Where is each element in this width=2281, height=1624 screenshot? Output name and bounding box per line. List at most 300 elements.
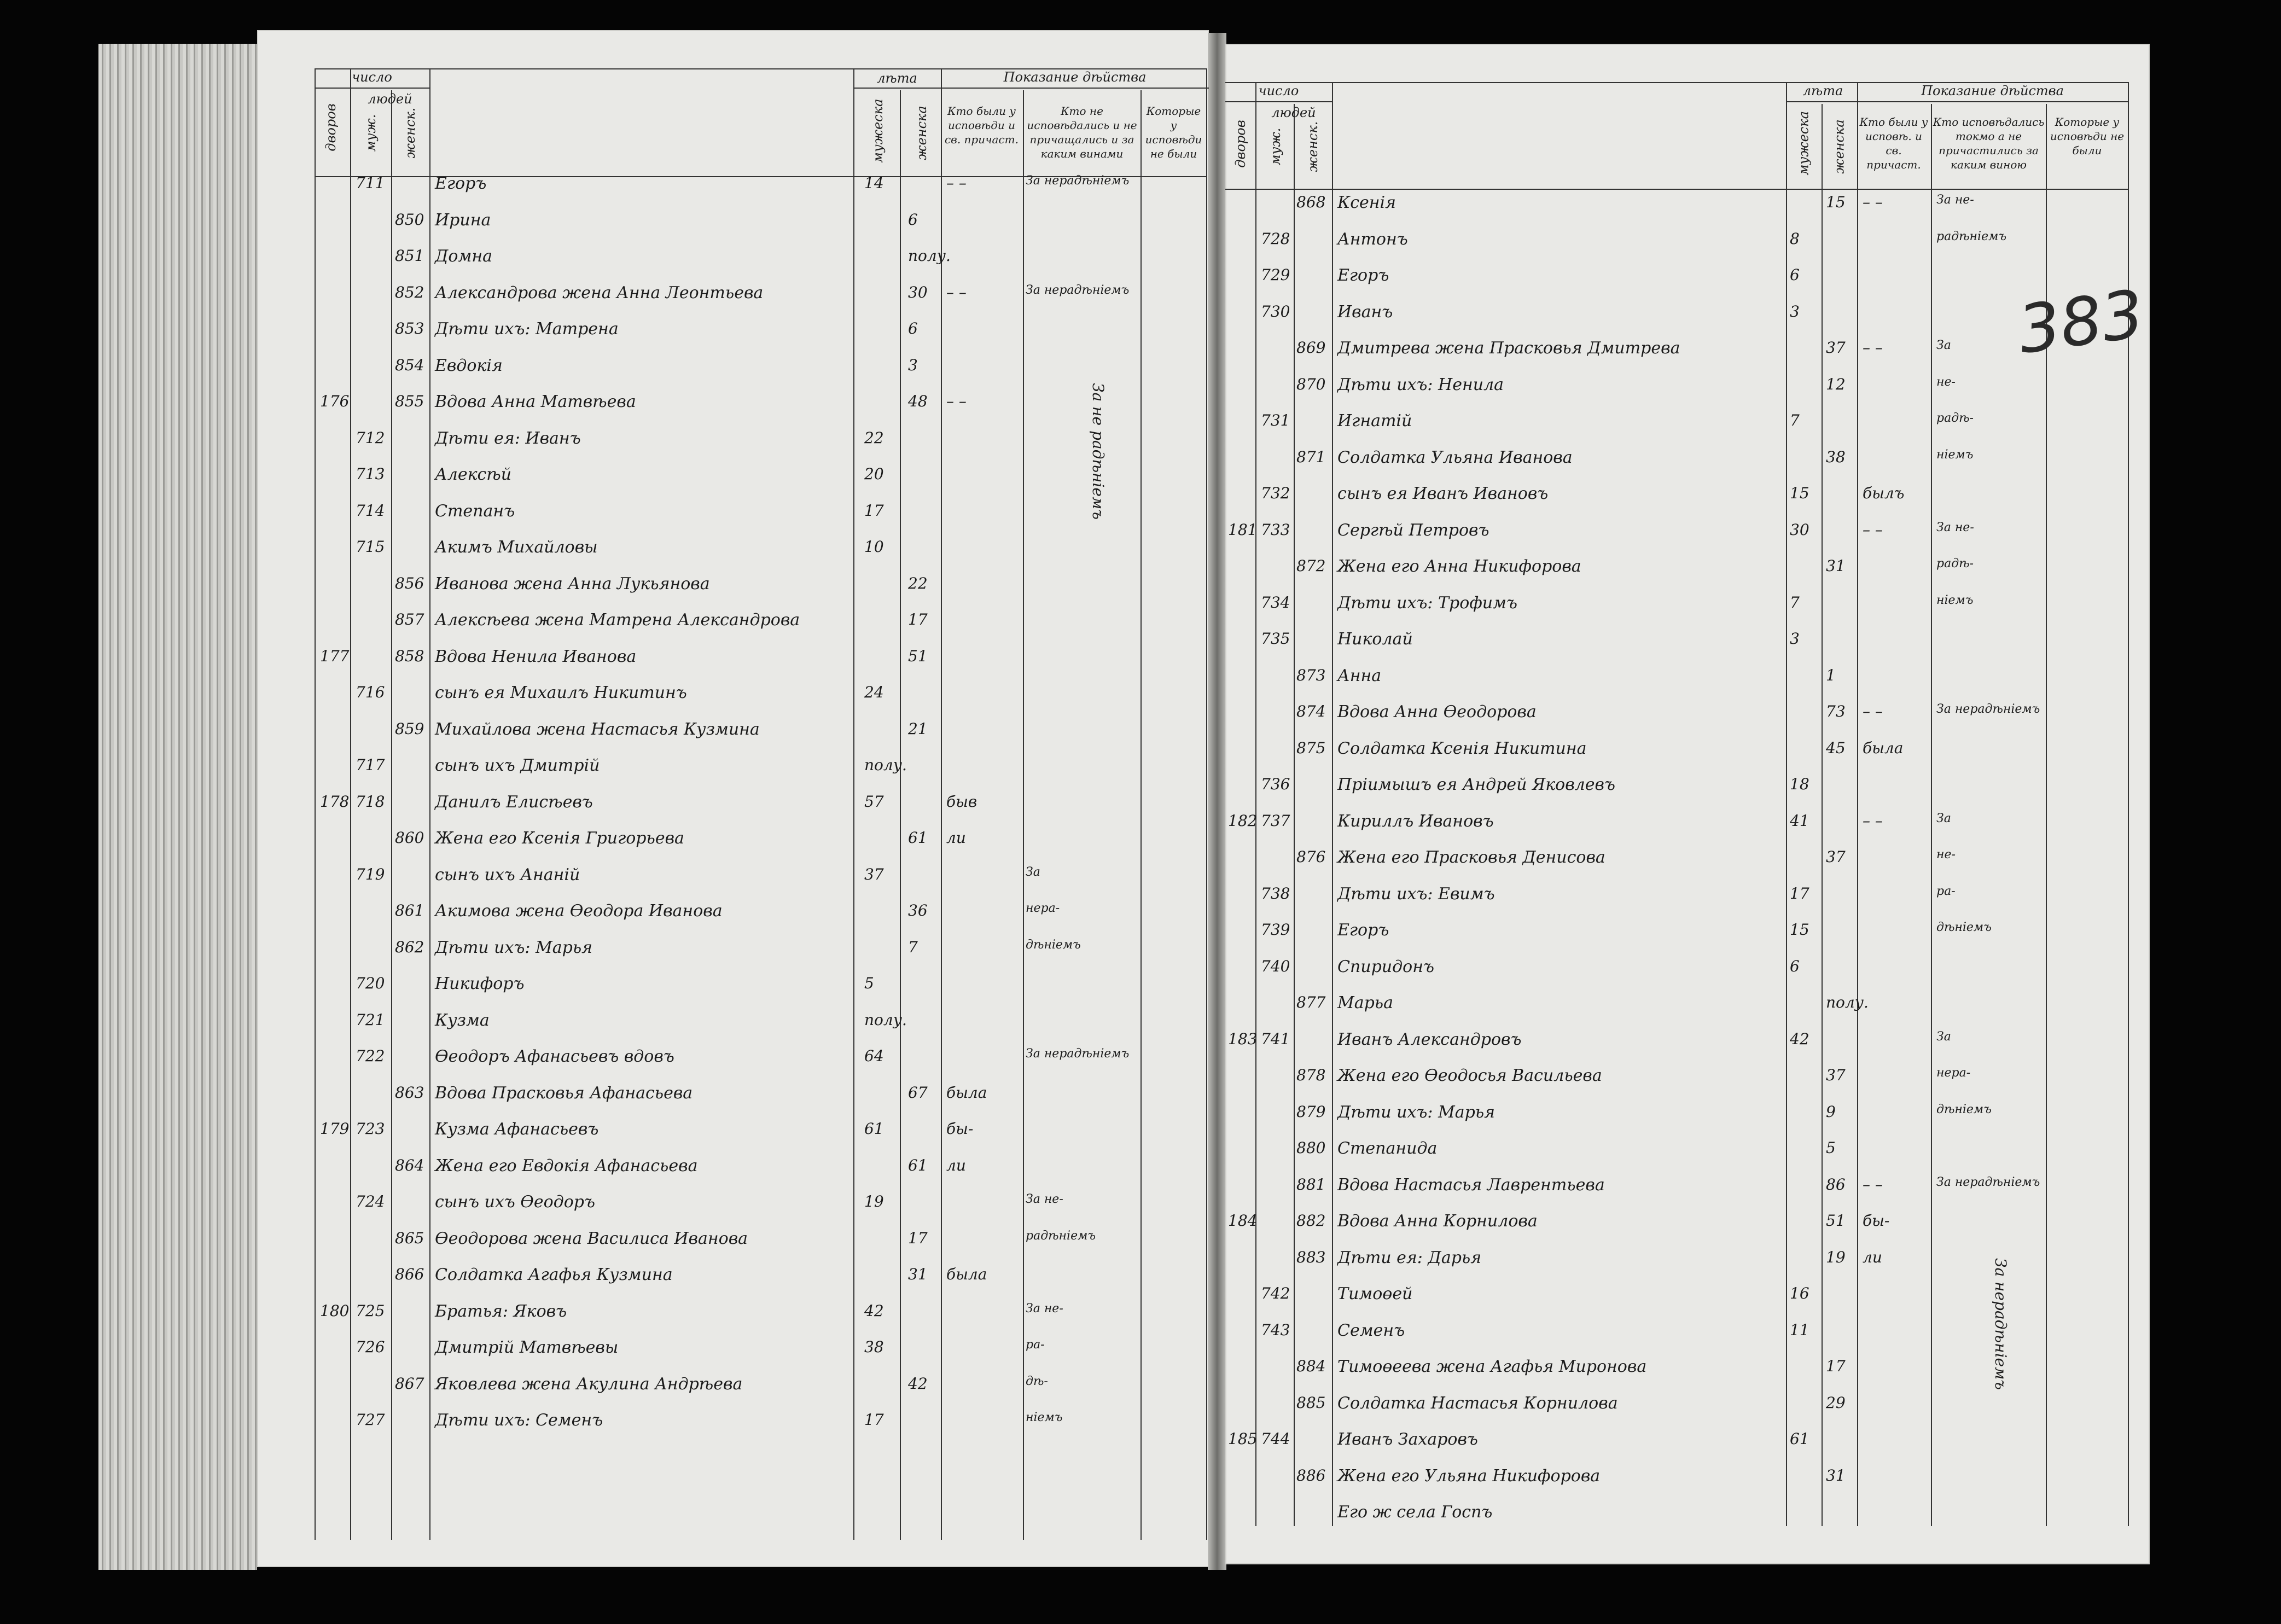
right-row [0,516,2281,549]
right-hdr-kotorye: Которые у исповѣди не были [2050,115,2125,157]
person-name: Игнатiй [1337,411,1412,430]
female-number: 871 [1296,447,1326,466]
left-vertical-note: За не радѣнiемъ [1089,383,1107,520]
person-name: Домна [435,247,492,266]
right-row [0,807,2281,840]
absence-note: За нерадѣнiемъ [1936,702,2040,716]
right-row [0,1207,2281,1240]
right-row [0,880,2281,913]
right-hdr-lyudei: людей [1271,105,1316,120]
dvorov-number: 177 [320,647,350,665]
male-age: 5 [864,974,874,992]
right-row [0,771,2281,804]
male-number: 732 [1261,484,1290,502]
male-age: 30 [1790,520,1809,539]
male-age: 16 [1790,1284,1809,1302]
person-name: Вдова Анна Корнилова [1337,1212,1538,1231]
female-number: 860 [395,829,424,847]
female-number: 886 [1296,1466,1326,1485]
right-hdr-dvorov: дворов [1233,120,1248,168]
male-number: 742 [1261,1284,1290,1302]
female-age: 37 [1826,1066,1846,1084]
right-row [0,1498,2281,1531]
right-row [0,1462,2281,1495]
absence-note: радѣнiемъ [1936,229,2007,243]
person-name: Кириллъ Ивановъ [1337,811,1494,831]
female-age: 3 [908,356,918,374]
person-name: сынъ ея Михаилъ Никитинъ [435,683,687,702]
female-age: 30 [908,283,928,301]
male-age: полу. [864,756,907,774]
female-number: 851 [395,247,424,265]
female-number: 864 [395,1156,424,1174]
male-age: 6 [1790,266,1800,284]
female-number: 882 [1296,1212,1326,1230]
male-number: 723 [356,1120,385,1138]
dvorov-number: 185 [1228,1430,1258,1448]
person-name: Солдатка Ульяна Иванова [1337,447,1573,467]
female-number: 870 [1296,375,1326,393]
confession-mark: – – [946,392,967,410]
person-name: Тимоөей [1337,1284,1413,1303]
person-name: Сергѣй Петровъ [1337,520,1489,540]
male-number: 725 [356,1301,385,1320]
confession-mark: – – [1863,811,1883,830]
left-chislo-rule [315,88,429,89]
male-number: 715 [356,538,385,556]
absence-note: За не- [1026,1301,1063,1316]
female-number: 853 [395,319,424,337]
dvorov-number: 181 [1228,520,1258,539]
male-number: 734 [1261,593,1290,612]
female-age: 38 [1826,447,1846,466]
male-age: 7 [1790,411,1800,429]
confession-mark: – – [1863,1175,1883,1194]
female-age: 67 [908,1083,928,1102]
person-name: Александрова жена Анна Леонтьева [435,283,764,302]
absence-note: ра- [1026,1338,1045,1352]
confession-mark: быв [946,792,977,811]
male-age: 64 [864,1047,884,1065]
right-row [0,444,2281,476]
right-row [0,916,2281,949]
female-number: 855 [395,392,424,410]
right-row [0,1425,2281,1458]
person-name: Ирина [435,210,491,230]
female-number: 857 [395,610,424,628]
confession-mark: – – [1863,339,1883,357]
female-number: 880 [1296,1139,1326,1157]
absence-note: За [1936,1029,1951,1044]
absence-note: радѣ- [1936,557,1974,571]
female-age: 5 [1826,1139,1836,1157]
female-number: 859 [395,719,424,738]
dvorov-number: 179 [320,1120,350,1138]
person-name: Семенъ [1337,1320,1405,1340]
male-number: 730 [1261,302,1290,321]
female-number: 861 [395,901,424,919]
person-name: Иванъ Александровъ [1337,1029,1522,1049]
female-age: 1 [1826,666,1836,684]
female-age: 17 [908,610,928,628]
male-number: 720 [356,974,385,992]
absence-note: За нерадѣнiемъ [1026,283,1130,297]
right-hdr-muzh: муж. [1268,127,1283,166]
person-name: Вдова Анна Өеодорова [1337,702,1537,721]
male-age: 61 [1790,1430,1809,1448]
male-age: 10 [864,538,884,556]
absence-note: нiемъ [1026,1411,1063,1424]
person-name: Марьа [1337,993,1394,1012]
right-row [0,589,2281,622]
male-age: 20 [864,465,884,483]
female-number: 869 [1296,339,1326,357]
person-name: Прiимышъ ея Андрей Яковлевъ [1337,775,1615,794]
confession-mark: – – [1863,193,1883,211]
male-number: 740 [1261,957,1290,975]
right-row [0,189,2281,222]
person-name: сынъ ея Иванъ Ивановъ [1337,484,1549,503]
male-age: 42 [864,1301,884,1320]
right-row [0,1317,2281,1349]
left-hdr-dvorov: дворов [323,103,339,152]
person-name: Дѣти ея: Иванъ [435,428,581,448]
absence-note: нера- [1026,901,1060,915]
right-row [0,1062,2281,1095]
male-age: 61 [864,1120,884,1138]
left-hdr-pokazanie: Показание дѣйства [1003,69,1147,85]
male-number: 728 [1261,229,1290,248]
female-age: 37 [1826,848,1846,866]
absence-note: дѣнiемъ [1026,938,1081,952]
person-name: Дмитрева жена Прасковья Дмитрева [1337,339,1680,358]
person-name: Вдова Настасья Лаврентьева [1337,1175,1605,1195]
right-row [0,662,2281,695]
right-hdr-byli: Кто были у исповѣ. и св. причаст. [1859,115,1928,171]
male-number: 721 [356,1010,385,1029]
confession-mark: ли [1863,1248,1882,1266]
person-name: Анна [1337,666,1382,685]
person-name: Жена его Ксенiя Григорьева [435,829,684,848]
male-number: 727 [356,1411,385,1429]
female-number: 883 [1296,1248,1326,1266]
female-number: 868 [1296,193,1326,211]
male-number: 737 [1261,811,1290,830]
confession-mark: была [1863,738,1904,757]
confession-mark: ли [946,829,966,847]
female-number: 852 [395,283,424,301]
confession-mark: была [946,1265,987,1283]
female-number: 879 [1296,1102,1326,1121]
right-row [0,989,2281,1022]
confession-mark: бы- [1863,1212,1890,1230]
person-name: Егоръ [1337,266,1389,285]
absence-note: За [1936,811,1951,825]
male-number: 716 [356,683,385,701]
person-name: Акимова жена Өеодора Иванова [435,901,723,921]
male-number: 741 [1261,1029,1290,1048]
right-row [0,1134,2281,1167]
right-row [0,334,2281,367]
female-age: 37 [1826,339,1846,357]
absence-note: ра- [1936,884,1956,898]
female-number: 875 [1296,738,1326,757]
male-number: 713 [356,465,385,483]
female-age: 42 [908,1374,928,1393]
confession-mark: былъ [1863,484,1905,502]
confession-mark: – – [1863,520,1883,539]
female-number: 850 [395,210,424,229]
female-number: 881 [1296,1175,1326,1194]
person-name: сынъ ихъ Ананiй [435,865,580,884]
confession-mark: – – [946,283,967,301]
absence-note: не- [1936,848,1956,862]
person-name: Солдатка Настасья Корнилова [1337,1393,1618,1413]
dvorov-number: 180 [320,1301,350,1320]
folio-number: 383 [2014,276,2149,369]
male-age: 42 [1790,1029,1809,1048]
right-row [0,843,2281,876]
female-number: 884 [1296,1357,1326,1375]
male-age: 15 [1790,921,1809,939]
male-number: 743 [1261,1320,1290,1339]
female-age: 51 [908,647,928,665]
person-name: Дѣти ихъ: Марья [1337,1102,1496,1122]
female-age: 12 [1826,375,1846,393]
absence-note: нiемъ [1936,593,1974,607]
confession-mark: – – [1863,702,1883,720]
person-name: Егоръ [435,174,487,193]
male-age: 18 [1790,775,1809,793]
right-hdr-zhensk: женск. [1305,121,1320,172]
person-name: Иванъ Захаровъ [1337,1430,1478,1449]
person-name: Дѣти ихъ: Матрена [435,319,619,339]
female-age: полу. [1826,993,1869,1011]
male-number: 722 [356,1047,385,1065]
female-age: полу. [908,247,951,265]
male-age: 37 [864,865,884,883]
person-name: Дѣти ихъ: Ненила [1337,375,1504,394]
male-age: 15 [1790,484,1809,502]
male-age: 7 [1790,593,1800,612]
right-row [0,1098,2281,1131]
dvorov-number: 182 [1228,811,1258,830]
right-row [0,1026,2281,1058]
left-hdr-zhenska: женска [914,106,929,160]
male-age: 8 [1790,229,1800,248]
person-name: Солдатка Ксенiя Никитина [1337,738,1587,758]
confession-mark: – – [946,174,967,192]
right-row [0,1389,2281,1422]
male-age: 14 [864,174,884,192]
right-row [0,225,2281,258]
absence-note: дѣ- [1026,1374,1048,1388]
left-hdr-muzheska: мужеска [870,98,886,163]
absence-note: За нерадѣнiемъ [1026,174,1130,188]
right-row [0,625,2281,658]
right-row [0,735,2281,767]
male-number: 719 [356,865,385,883]
person-name: Өеодорова жена Василиса Иванова [435,1229,748,1248]
absence-note: радѣнiемъ [1026,1229,1096,1243]
female-age: 31 [1826,557,1846,575]
person-name: Иванъ [1337,302,1393,322]
female-age: 19 [1826,1248,1846,1266]
absence-note: дѣнiемъ [1936,1102,1992,1116]
female-age: 45 [1826,738,1846,757]
person-name: Дѣти ихъ: Трофимъ [1337,593,1517,613]
female-age: 17 [908,1229,928,1247]
right-row [0,298,2281,331]
person-name: Евдокiя [435,356,503,375]
right-hdr-leta: лѣта [1802,83,1843,98]
absence-note: дѣнiемъ [1936,921,1992,934]
person-name: Өеодоръ Афанасьевъ вдовъ [435,1047,674,1066]
female-number: 878 [1296,1066,1326,1084]
female-number: 863 [395,1083,424,1102]
male-number: 712 [356,428,385,447]
dvorov-number: 178 [320,792,350,811]
female-age: 9 [1826,1102,1836,1121]
absence-note: нiемъ [1936,447,1974,462]
male-age: 57 [864,792,884,811]
right-row [0,407,2281,440]
female-age: 51 [1826,1212,1846,1230]
person-name: Вдова Прасковья Афанасьева [435,1083,693,1103]
right-hdr-ne-byli: Кто исповѣдались токмо а не причастились за каким виною [1933,115,2045,171]
person-name: Дѣти ихъ: Семенъ [435,1411,603,1430]
person-name: Дмитрiй Матвѣевы [435,1338,619,1357]
absence-note: За не- [1936,520,1974,534]
person-name: Дѣти ихъ: Евимъ [1337,884,1495,904]
person-name: Кузма Афанасьевъ [435,1120,599,1139]
right-row [0,1280,2281,1313]
right-vertical-note: За нерадѣнiемъ [1992,1258,2010,1390]
person-name: Жена его Анна Никифорова [1337,557,1581,576]
dvorov-number: 183 [1228,1029,1258,1048]
male-number: 733 [1261,520,1290,539]
female-number: 865 [395,1229,424,1247]
person-name: Его ж села Госпъ [1337,1503,1493,1522]
person-name: Ксенiя [1337,193,1396,212]
absence-note: не- [1936,375,1956,389]
male-number: 736 [1261,775,1290,793]
person-name: Иванова жена Анна Лукьянова [435,574,710,593]
female-number: 867 [395,1374,424,1393]
male-age: 6 [1790,957,1800,975]
person-name: Яковлева жена Акулина Андрѣева [435,1374,743,1394]
right-row [0,480,2281,513]
female-number: 876 [1296,848,1326,866]
absence-note: За [1936,339,1951,352]
male-age: 24 [864,683,884,701]
absence-note: нера- [1936,1066,1971,1080]
right-chislo-rule [1225,101,1332,102]
female-age: 22 [908,574,928,592]
right-row [0,1353,2281,1386]
male-number: 726 [356,1338,385,1356]
absence-note: радѣ- [1936,411,1974,425]
female-age: 61 [908,829,928,847]
male-number: 744 [1261,1430,1290,1448]
absence-note: За нерадѣнiемъ [1026,1047,1130,1061]
male-age: 3 [1790,302,1800,321]
male-number: 724 [356,1192,385,1210]
male-age: 19 [864,1192,884,1210]
right-row [0,371,2281,404]
person-name: Алексѣй [435,465,512,484]
right-leta-rule [1786,101,2128,102]
female-number: 866 [395,1265,424,1283]
male-number: 711 [356,174,385,192]
person-name: Дѣти ихъ: Марья [435,938,593,957]
right-row [0,953,2281,986]
male-age: 11 [1790,1320,1809,1339]
person-name: Солдатка Агафья Кузмина [435,1265,673,1284]
person-name: Николай [1337,630,1413,649]
female-age: 86 [1826,1175,1846,1194]
female-age: 7 [908,938,918,956]
person-name: Жена его Евдокiя Афанасьева [435,1156,698,1175]
person-name: Акимъ Михайловы [435,538,598,557]
left-hdr-muzh: муж. [363,114,379,152]
female-age: 73 [1826,702,1846,720]
person-name: Дѣти ея: Дарья [1337,1248,1482,1267]
left-hdr-chislo: число [352,69,392,85]
right-row [0,261,2281,294]
male-number: 718 [356,792,385,811]
left-leta-rule [853,88,1209,89]
male-number: 714 [356,501,385,520]
right-row [0,1244,2281,1277]
female-number: 858 [395,647,424,665]
male-age: 17 [864,501,884,520]
person-name: Данилъ Елисѣевъ [435,792,593,812]
male-number: 738 [1261,884,1290,903]
female-number: 877 [1296,993,1326,1011]
person-name: Вдова Ненила Иванова [435,647,637,666]
person-name: Жена его Ульяна Никифорова [1337,1466,1601,1486]
dvorov-number: 184 [1228,1212,1258,1230]
female-number: 856 [395,574,424,592]
female-age: 36 [908,901,928,919]
female-age: 48 [908,392,928,410]
left-hdr-lyudei: людей [368,91,412,107]
person-name: Егоръ [1337,921,1389,940]
person-name: Жена его Прасковья Денисова [1337,848,1605,867]
female-number: 873 [1296,666,1326,684]
male-number: 731 [1261,411,1290,429]
female-number: 862 [395,938,424,956]
female-number: 854 [395,356,424,374]
right-hdr-zhenska: женска [1831,119,1847,174]
person-name: Спиридонъ [1337,957,1434,976]
person-name: сынъ ихъ Өеодоръ [435,1192,595,1212]
male-number: 729 [1261,266,1290,284]
female-age: 15 [1826,193,1846,211]
confession-mark: была [946,1083,987,1102]
left-hdr-ne-byli: Кто не исповѣдались и не причащались и за каким винами [1027,104,1137,160]
left-hdr-zhensk: женск. [403,107,418,159]
male-age: 17 [864,1411,884,1429]
right-row [0,552,2281,585]
dvorov-number: 176 [320,392,350,410]
female-age: 31 [908,1265,928,1283]
person-name: Вдова Анна Матвѣева [435,392,636,411]
female-age: 6 [908,210,918,229]
person-name: Братья: Яковъ [435,1301,567,1321]
absence-note: За [1026,865,1040,879]
